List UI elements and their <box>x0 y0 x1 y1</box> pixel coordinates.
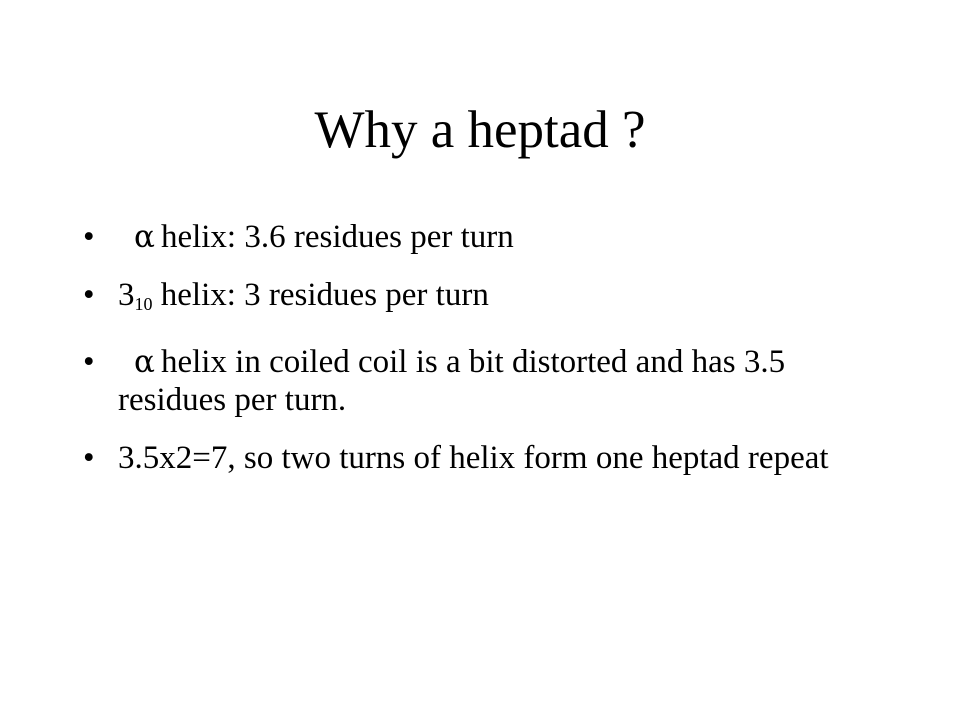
slide-title: Why a heptad ? <box>314 101 646 159</box>
alpha-symbol: α <box>134 219 155 255</box>
bullet-text: helix: 3.6 residues per turn <box>160 219 514 255</box>
bullet-list <box>83 218 883 477</box>
helix-number: 3 <box>118 277 135 313</box>
bullet-text: helix: 3 residues per turn <box>160 277 489 313</box>
bullet-dot-icon: • <box>83 277 95 313</box>
bullet-item-3-10-helix <box>83 276 883 323</box>
alpha-symbol: α <box>134 344 155 380</box>
bullet-text: helix in coiled coil is a bit distorted and has 3.5 residues per turn. <box>118 344 786 418</box>
bullet-item-heptad-repeat <box>83 439 883 477</box>
bullet-item-coiled-coil <box>83 343 883 419</box>
bullet-dot-icon: • <box>83 440 95 476</box>
helix-subscript: 10 <box>134 294 153 314</box>
bullet-dot-icon: • <box>83 344 95 380</box>
bullet-text: 3.5x2=7, so two turns of helix form one heptad repeat <box>118 440 829 476</box>
bullet-dot-icon: • <box>83 219 95 255</box>
bullet-item-alpha-helix <box>83 218 883 256</box>
